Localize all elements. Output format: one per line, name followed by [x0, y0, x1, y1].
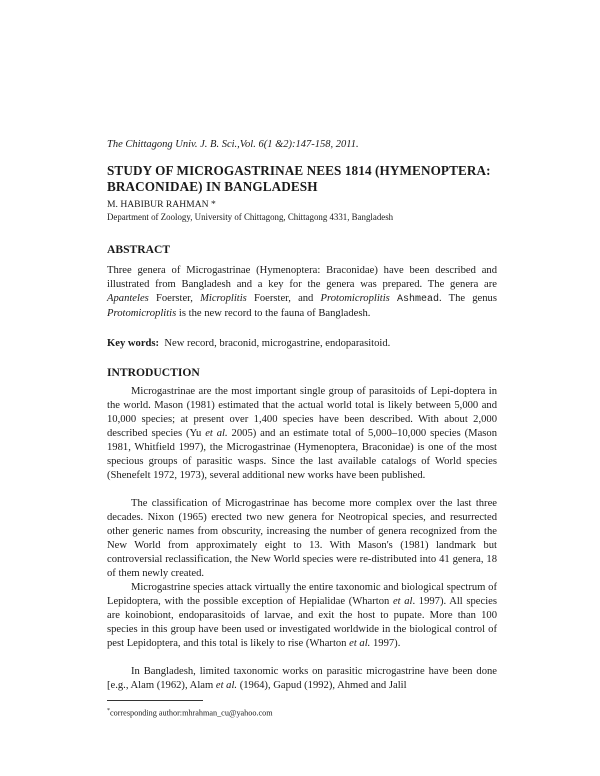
genus-name: Protomicroplitis: [107, 308, 177, 319]
abstract-segment: is the new record to the fauna of Bangladesh.: [176, 308, 371, 319]
author-affiliation: Department of Zoology, University of Chittagong, Chittagong 4331, Bangladesh: [107, 212, 394, 222]
paragraph-segment: (1964), Gapud (1992), Ahmed and Jalil: [237, 680, 407, 691]
keywords-text: New record, braconid, microgastrine, endoparasitoid.: [164, 338, 391, 349]
et-al: et al: [392, 596, 413, 607]
intro-paragraph-4: [107, 665, 497, 693]
paragraph-segment: Microgastrine species attack virtually the entire taxonomic and biological spectrum of Lepidoptera, with the possible exception of Hepialidae (Wharton: [107, 582, 497, 607]
paragraph-segment: 1997).: [370, 638, 401, 649]
footnote-divider: [107, 700, 203, 701]
genus-name: Apanteles: [107, 293, 149, 304]
abstract-segment: Three genera of Microgastrinae (Hymenoptera: Braconidae) have been described and illustrated from Bangladesh and a key for the genera was prepared. The genera are: [107, 265, 497, 290]
abstract-segment: Foerster,: [148, 293, 201, 304]
et-al: et al.: [349, 638, 371, 649]
keywords-label: Key words:: [107, 338, 160, 349]
paragraph-segment: 2005) and an estimate total of 5,000–10,000 species (Mason 1981, Whitfield 1997), the Microgastrinae (Hymenoptera, Braconidae) is one of the most specious groups of parasitic wasps. Since the last available catalogs of World species (Shenefelt 1972, 1973), several additional new works have been published.: [107, 428, 497, 481]
paragraph-segment: . 1997). All species are koinobiont, endoparasitoids of larvae, and exit the host to pupate. More than 100 species in this group have been used or investigated worldwide in the biological control of pest Lepidoptera, and this total is likely to rise (Wharton: [107, 596, 497, 649]
introduction-heading: INTRODUCTION: [107, 366, 200, 379]
footnote-text[interactable]: corresponding author:mhrahman_cu@yahoo.com: [110, 708, 273, 718]
keywords: [107, 337, 497, 351]
intro-paragraph-1: [107, 385, 497, 483]
genus-name: Protomicroplitis: [320, 293, 390, 304]
journal-citation: The Chittagong Univ. J. B. Sci.,Vol. 6(1 &2):147-158, 2011.: [107, 139, 359, 150]
footnote: [107, 708, 273, 718]
title-line-2: BRACONIDAE) IN BANGLADESH: [107, 179, 318, 194]
footnote-marker: *: [107, 708, 110, 714]
abstract-text: [107, 264, 497, 321]
intro-paragraph-3: [107, 581, 497, 651]
article-title: [107, 163, 497, 195]
paragraph-segment: Microgastrinae are the most important single group of parasitoids of Lepi-doptera in the world. Mason (1981) estimated that the actual world total is likely between 5,000 and 10,000 species; at present over 1,400 species have been described. With about 2,000 described species (Yu: [107, 386, 497, 439]
genus-name: Microplitis: [200, 293, 247, 304]
abstract-segment: . The genus: [438, 293, 497, 304]
et-al: et al.: [205, 428, 228, 439]
intro-paragraph-2: The classification of Microgastrinae has become more complex over the last three decades. Nixon (1965) erected two new genera for Neotropical species, and resurrected other generic names from obscurity, increasing the number of genera recognized from the New World from approximately eight to 13. With Mason's (1981) landmark but controversial reclassification, the New World species were re-distributed into 41 genera, 18 of them newly created.: [107, 498, 497, 579]
paragraph-segment: In Bangladesh, limited taxonomic works on parasitic microgastrine have been done [e.g., Alam (1962), Alam: [107, 666, 497, 691]
abstract-heading: ABSTRACT: [107, 243, 171, 256]
taxon-author: Ashmead: [396, 294, 439, 305]
title-line-1: STUDY OF MICROGASTRINAE NEES 1814 (HYMENOPTERA:: [107, 163, 491, 178]
abstract-segment: Foerster, and: [246, 293, 321, 304]
et-al: et al.: [215, 680, 238, 691]
author-name: M. HABIBUR RAHMAN *: [107, 199, 216, 210]
